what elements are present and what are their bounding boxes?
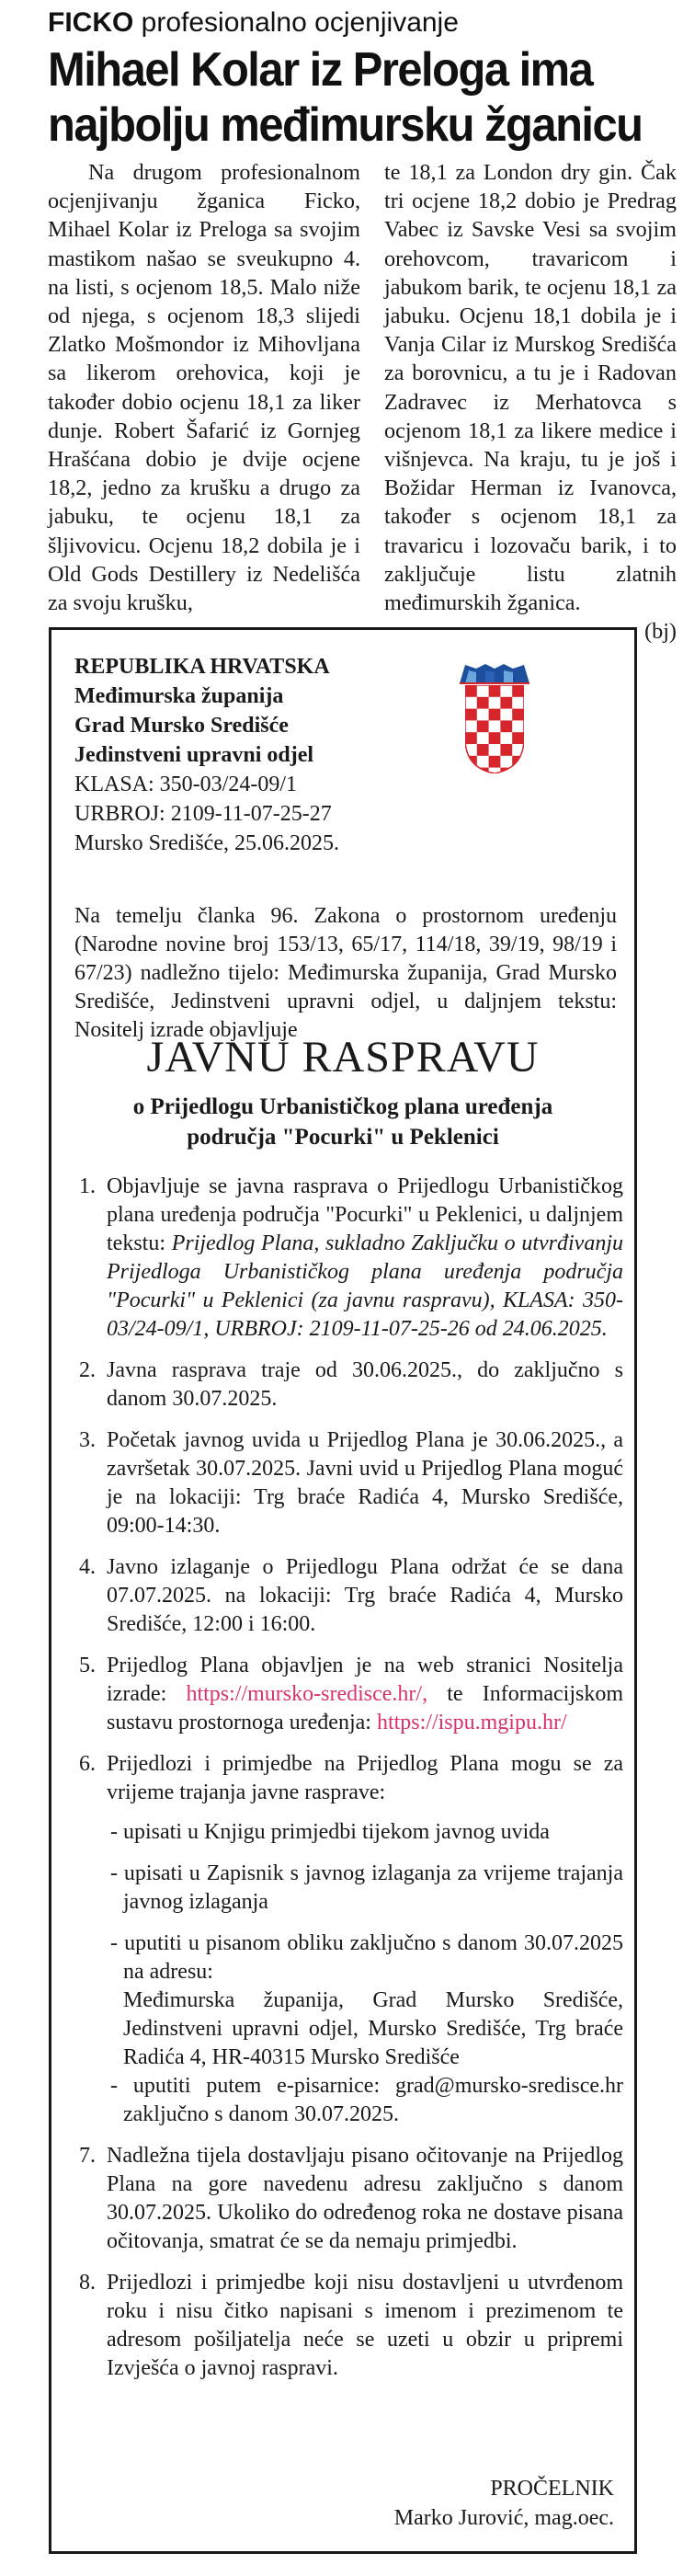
item-text: Prijedlozi i primjedbe koji nisu dostavljeni u utvrđenom roku i nisu čitko napisani s imenom i prezimenom te adresom pošiljatelja neće se uzeti u obzir u pripremi Izvješća o javnoj raspravi. bbox=[107, 2271, 623, 2380]
item-text: Javna rasprava traje od 30.06.2025., do zaključno s danom 30.07.2025. bbox=[107, 1358, 623, 1411]
notice-subtitle bbox=[51, 1092, 634, 1152]
municipality-website-link[interactable]: https://mursko-sredisce.hr/, bbox=[186, 1682, 428, 1706]
item-number: 8. bbox=[79, 2271, 96, 2295]
issuer-county: Međimurska županija bbox=[74, 684, 284, 708]
item-text: te Informacijskom sustavu prostornoga uređenja: bbox=[107, 1682, 624, 1735]
signature-block bbox=[394, 2474, 614, 2533]
item-6-option-3: - uputiti u pisanom obliku zaključno s danom 30.07.2025 na adresu: bbox=[110, 1931, 623, 1984]
article-body-right: te 18,1 za London dry gin. Čak tri ocjene 18,2 dobio je Predrag Vabec iz Savske Vesi sa svojim orehovcom, travaricom i jabukom barik, te ocjenu 18,1 za jabuku. Ocjenu 18,1 dobila je i Vanja Cilar iz Murskog Središća za borovnicu, a tu je i Radovan Zadravec iz Merhatovca s ocjenom 18,1 za likere medice i višnjevca. Na kraju, tu je još i Božidar Herman iz Ivanovca, također s ocjenom 18,1 za travaricu i lozovaču barik, i to zaključuje listu zlatnih međimurskih žganica. bbox=[384, 160, 677, 616]
subtitle-line-2: područja "Pocurki" u Peklenici bbox=[187, 1125, 499, 1150]
notice-item-3 bbox=[79, 1426, 623, 1540]
issuer-klasa: KLASA: 350-03/24-09/1 bbox=[74, 773, 297, 796]
issuer-block bbox=[74, 652, 339, 858]
item-text: Javno izlaganje o Prijedlogu Plana održat će se dana 07.07.2025. na lokaciji: Trg braće Radića 4, Mursko Središće, 12:00 i 16:00. bbox=[107, 1555, 623, 1636]
crest-crown bbox=[458, 663, 531, 685]
article-column-right bbox=[384, 158, 677, 646]
notice-item-6 bbox=[79, 1750, 623, 2129]
item-6-address: Međimurska županija, Grad Mursko Središće, Jedinstveni upravni odjel, Mursko Središće, Trg braće Radića 4, HR-40315 Mursko Središće bbox=[123, 1988, 623, 2069]
crest-shield bbox=[465, 685, 524, 773]
subtitle-line-1: o Prijedlogu Urbanističkog plana uređenja bbox=[132, 1094, 553, 1119]
article-body-left: Na drugom profesionalnom ocjenjivanju žganica Ficko, Mihael Kolar iz Preloga sa svojim mastikom našao se sveukupno 4. na listi, s ocjenom 18,5. Malo niže od njega, s ocjenom 18,3 slijedi Zlatko Mošmondor iz Mihovljana sa likerom orehovica, koji je također dobio ocjenu 18,1 za liker dunje. Robert Šafarić iz Gornjeg Hrašćana dobio je dvije ocjene 18,2, jedno za krušku a drugo za jabuku, te ocjenu 18,1 za šljivovicu. Ocjenu 18,2 dobila je i Old Gods Destillery iz Nedelišća za svoju krušku, bbox=[48, 160, 360, 616]
notice-intro: Na temelju članka 96. Zakona o prostornom uređenju (Narodne novine broj 153/13, 65/17, 114/18, 39/19, 98/19 i 67/23) nadležno tijelo: Međimurska županija, Grad Mursko Središće, Jedinstveni upravni odjel, u daljnjem tekstu: Nositelj izrade objavljuje bbox=[74, 904, 617, 1042]
article-column-left bbox=[48, 158, 360, 617]
item-text: Prijedlozi i primjedbe na Prijedlog Plana mogu se za vrijeme trajanja javne rasprave: bbox=[107, 1752, 623, 1804]
item-number: 1. bbox=[79, 1174, 96, 1198]
item-text: Objavljuje se javna rasprava o Prijedlogu Urbanističkog plana uređenja područja "Pocurki" u Peklenici, u daljnjem tekstu: bbox=[107, 1174, 623, 1255]
item-6-option-1: - upisati u Knjigu primjedbi tijekom javnog uvida bbox=[110, 1820, 550, 1844]
item-text: Početak javnog uvida u Prijedlog Plana je 30.06.2025., a završetak 30.07.2025. Javni uvid u Prijedlog Plana moguć je na lokaciji: Trg braće Radića 4, Mursko Središće, 09:00-14:30. bbox=[107, 1428, 623, 1538]
issuer-urbroj: URBROJ: 2109-11-07-25-27 bbox=[74, 802, 332, 826]
issuer-city: Grad Mursko Središće bbox=[74, 714, 289, 738]
item-italic-text: Prijedlog Plana, sukladno Zaključku o utvrđivanju Prijedloga Urbanističkog plana uređenja područja "Pocurki" u Peklenici (za javnu raspravu), KLASA: 350- 03/24-09/1, URBROJ: 2109-11-07-25-26 od 24.06.2025. bbox=[107, 1231, 624, 1341]
signature-title: PROČELNIK bbox=[490, 2477, 614, 2501]
item-number: 2. bbox=[79, 1358, 96, 1382]
notice-item-4 bbox=[79, 1553, 623, 1639]
notice-item-5 bbox=[79, 1652, 623, 1737]
item-text: Nadležna tijela dostavljaju pisano očitovanje na Prijedlog Plana na gore navedenu adresu zaključno s danom 30.07.2025. Ukoliko do određenog roka ne dostave pisana očitovanja, smatrat će se da nemaju primjedbi. bbox=[107, 2144, 623, 2253]
headline-line-1: Mihael Kolar iz Preloga ima bbox=[48, 43, 593, 97]
headline-line-2: najbolju međimursku žganicu bbox=[48, 98, 643, 152]
signature-name: Marko Jurović, mag.oec. bbox=[393, 2506, 614, 2530]
notice-item-1 bbox=[79, 1173, 623, 1344]
issuer-department: Jedinstveni upravni odjel bbox=[74, 743, 314, 767]
item-text: Prijedlog Plana objavljen je na web stranici Nositelja izrade: bbox=[107, 1654, 623, 1706]
issuer-country: REPUBLIKA HRVATSKA bbox=[74, 655, 330, 679]
notice-item-2 bbox=[79, 1357, 623, 1414]
kicker-rest: profesionalno ocjenjivanje bbox=[141, 7, 459, 38]
item-6-option-4: - uputiti putem e-pisarnice: grad@mursko-sredisce.hr zaključno s danom 30.07.2025. bbox=[110, 2074, 623, 2126]
kicker-bold: FICKO bbox=[48, 7, 134, 38]
article-kicker bbox=[48, 7, 459, 39]
item-number: 4. bbox=[79, 1555, 96, 1579]
item-number: 3. bbox=[79, 1428, 96, 1452]
notice-item-7 bbox=[79, 2142, 623, 2256]
article-byline: (bj) bbox=[644, 619, 677, 645]
croatian-coat-of-arms-icon bbox=[458, 663, 531, 773]
notice-items bbox=[79, 1173, 623, 2396]
item-number: 6. bbox=[79, 1752, 96, 1776]
item-6-option-2: - upisati u Zapisnik s javnog izlaganja za vrijeme trajanja javnog izlaganja bbox=[110, 1861, 623, 1914]
item-number: 7. bbox=[79, 2144, 96, 2168]
ispu-website-link[interactable]: https://ispu.mgipu.hr/ bbox=[376, 1711, 567, 1735]
article-headline bbox=[48, 42, 644, 153]
notice-title: JAVNU RASPRAVU bbox=[146, 1033, 540, 1082]
item-number: 5. bbox=[79, 1654, 96, 1677]
notice-item-8 bbox=[79, 2269, 623, 2383]
issuer-place-date: Mursko Središće, 25.06.2025. bbox=[74, 831, 339, 855]
public-notice-box bbox=[49, 627, 637, 2554]
